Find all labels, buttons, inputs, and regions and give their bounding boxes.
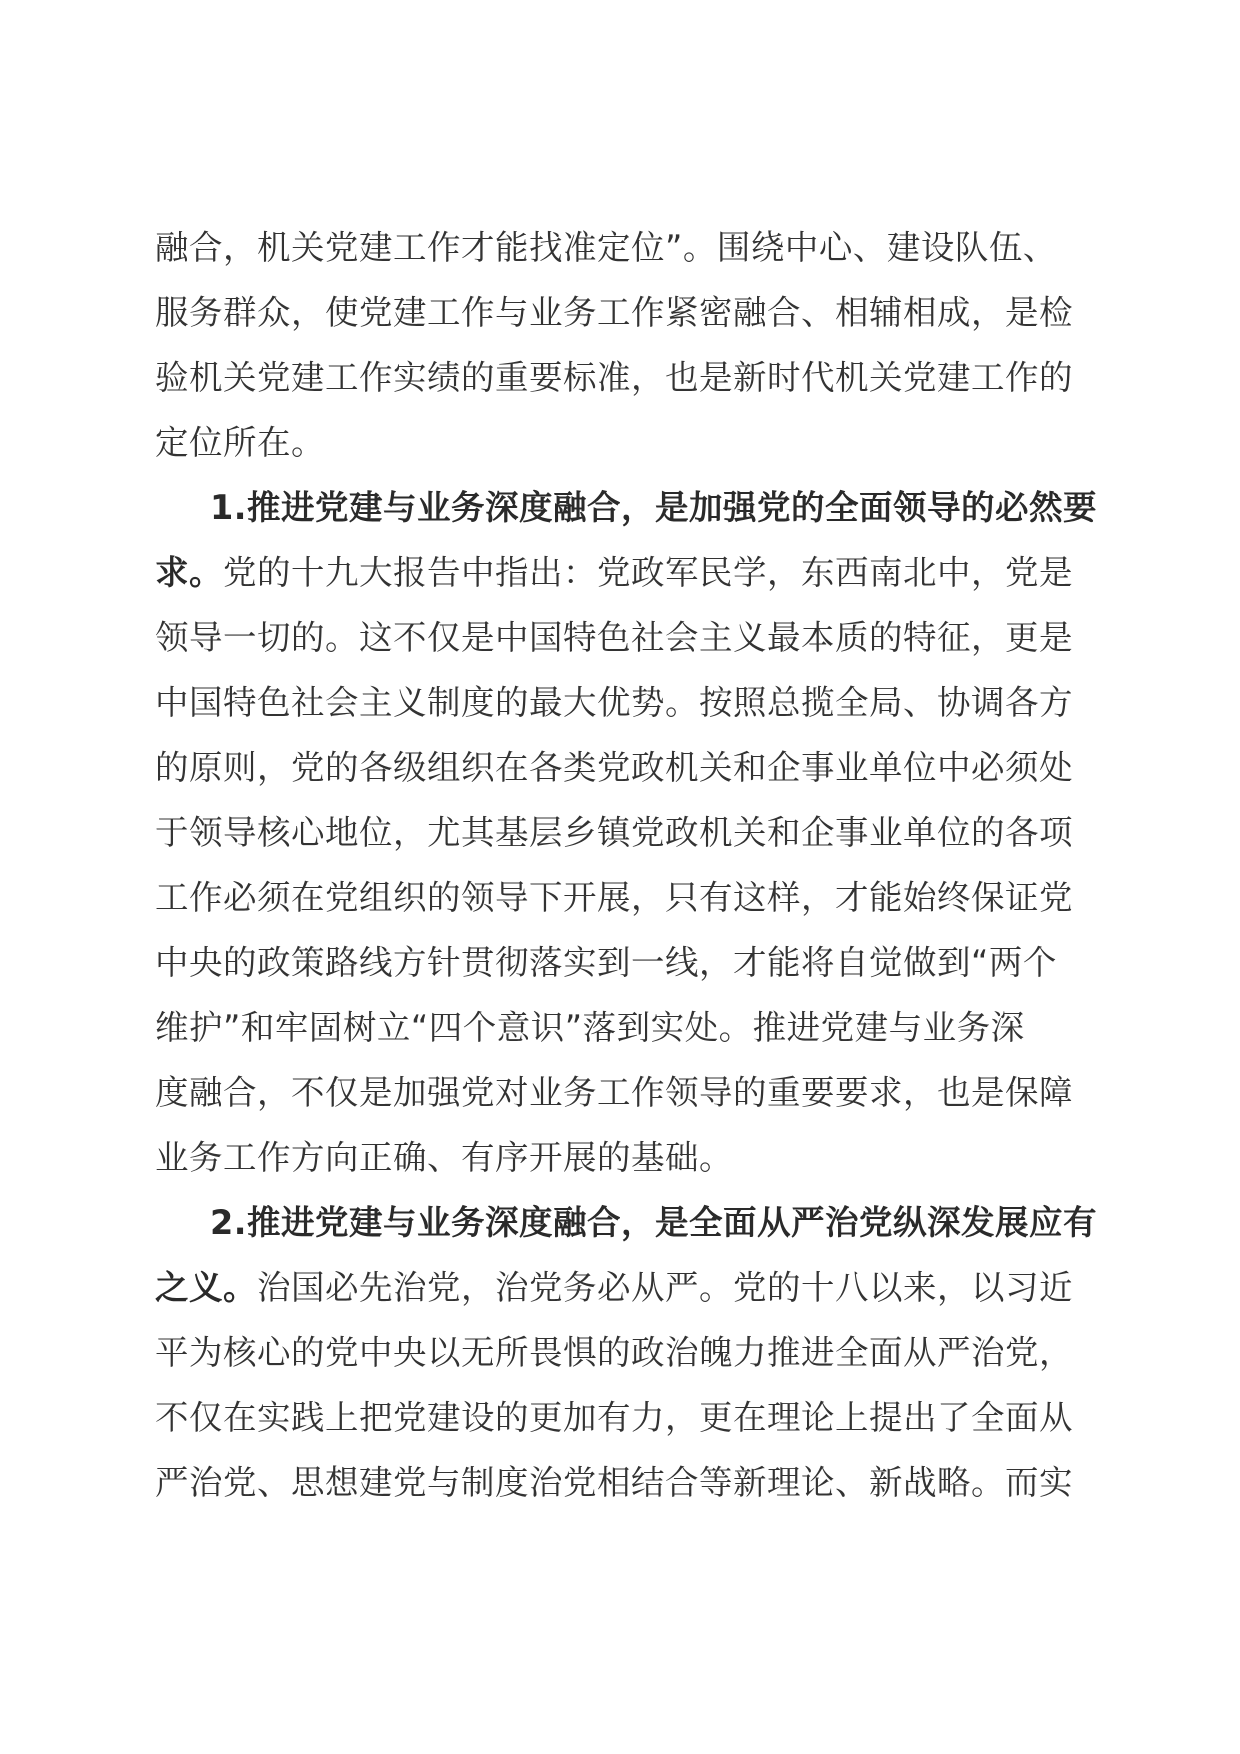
line-text: 党的十九大报告中指出：党政军民学，东西南北中，党是: [223, 553, 1073, 592]
text-line: [155, 943, 1095, 983]
line-text: 定位所在。: [155, 423, 325, 462]
line-text: 维护”和牢固树立“四个意识”落到实处。推进党建与业务深: [155, 1008, 1025, 1047]
text-line: [155, 358, 1095, 398]
text-line: [155, 683, 1095, 723]
text-line: [155, 228, 1095, 268]
line-text: 治国必先治党，治党务必从严。党的十八以来，以习近: [257, 1268, 1073, 1307]
line-text: 严治党、思想建党与制度治党相结合等新理论、新战略。而实: [155, 1463, 1073, 1502]
section-heading-1: [210, 488, 1150, 528]
text-line: [155, 423, 1095, 463]
line-text: 验机关党建工作实绩的重要标准，也是新时代机关党建工作的: [155, 358, 1073, 397]
text-line: [155, 1463, 1095, 1503]
heading-text: 之义。: [155, 1268, 257, 1307]
text-line: [155, 1398, 1095, 1438]
text-line: [155, 748, 1095, 788]
line-text: 度融合，不仅是加强党对业务工作领导的重要要求，也是保障: [155, 1073, 1073, 1112]
text-line: [155, 1008, 1095, 1048]
line-text: 工作必须在党组织的领导下开展，只有这样，才能始终保证党: [155, 878, 1073, 917]
heading-text: 1.推进党建与业务深度融合，是加强党的全面领导的必然要: [210, 488, 1098, 527]
line-text: 平为核心的党中央以无所畏惧的政治魄力推进全面从严治党，: [155, 1333, 1073, 1372]
line-text: 业务工作方向正确、有序开展的基础。: [155, 1138, 733, 1177]
text-line: [155, 1333, 1095, 1373]
text-line: [155, 878, 1095, 918]
line-text: 不仅在实践上把党建设的更加有力，更在理论上提出了全面从: [155, 1398, 1073, 1437]
line-text: 融合，机关党建工作才能找准定位”。围绕中心、建设队伍、: [155, 228, 1057, 267]
text-line: [155, 1138, 1095, 1178]
line-text: 中国特色社会主义制度的最大优势。按照总揽全局、协调各方: [155, 683, 1073, 722]
text-line: [155, 1073, 1095, 1113]
line-text: 中央的政策路线方针贯彻落实到一线，才能将自觉做到“两个: [155, 943, 1057, 982]
text-line: [155, 293, 1095, 333]
line-text: 服务群众，使党建工作与业务工作紧密融合、相辅相成，是检: [155, 293, 1073, 332]
text-line: [155, 618, 1095, 658]
text-line: [155, 813, 1095, 853]
line-text: 的原则，党的各级组织在各类党政机关和企事业单位中必须处: [155, 748, 1073, 787]
text-line: [155, 553, 1095, 593]
line-text: 于领导核心地位，尤其基层乡镇党政机关和企事业单位的各项: [155, 813, 1073, 852]
text-line: [155, 1268, 1095, 1308]
line-text: 领导一切的。这不仅是中国特色社会主义最本质的特征，更是: [155, 618, 1073, 657]
heading-text: 2.推进党建与业务深度融合，是全面从严治党纵深发展应有: [210, 1203, 1098, 1242]
heading-text: 求。: [155, 553, 223, 592]
section-heading-2: [210, 1203, 1150, 1243]
